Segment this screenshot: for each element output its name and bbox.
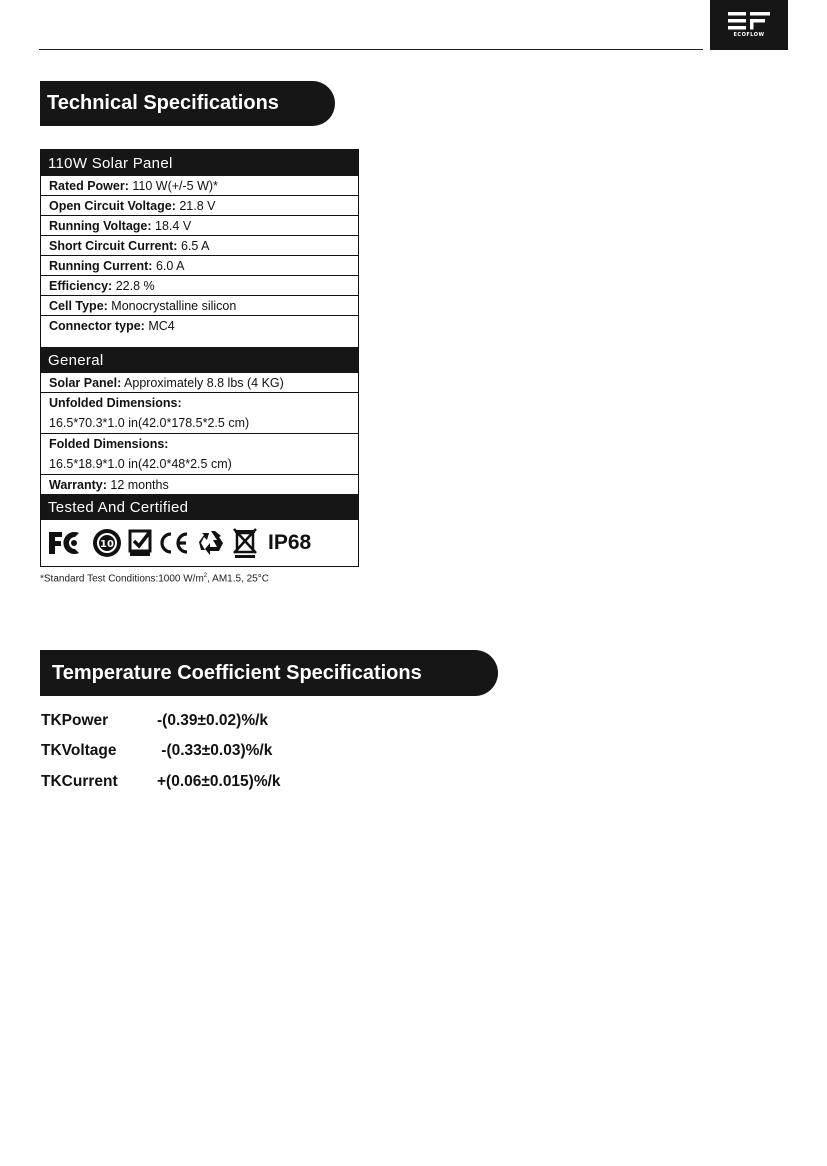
rohs-icon — [92, 528, 122, 558]
certification-heading: Tested And Certified — [41, 494, 358, 520]
spec-key: Rated Power: — [49, 179, 129, 193]
spec-row-running-current — [41, 256, 358, 276]
ip68-rating: IP68 — [268, 531, 312, 554]
rcm-icon — [128, 529, 152, 557]
spec-row-solar-panel-weight — [41, 373, 358, 393]
tk-power-row — [41, 712, 268, 730]
spec-row-running-voltage — [41, 216, 358, 236]
svg-text:10: 10 — [100, 539, 114, 550]
weee-bin-icon — [232, 527, 258, 559]
spec-value: MC4 — [144, 319, 175, 333]
ecoflow-logo — [710, 0, 788, 50]
spec-table — [40, 149, 359, 567]
spec-key: Running Current: — [49, 259, 153, 273]
spec-value: 16.5*70.3*1.0 in(42.0*178.5*2.5 cm) — [49, 415, 250, 430]
spec-key: Unfolded Dimensions: — [49, 396, 182, 410]
spec-key: Short Circuit Current: — [49, 239, 178, 253]
spec-row-folded-dimensions — [41, 434, 358, 475]
spec-row-efficiency — [41, 276, 358, 296]
spec-value: 22.8 % — [112, 279, 155, 293]
spec-row-cell-type — [41, 296, 358, 316]
spec-key: Running Voltage: — [49, 219, 152, 233]
spec-value: 6.5 A — [177, 239, 210, 253]
standard-test-conditions-footnote — [40, 573, 269, 584]
spec-row-connector-type — [41, 316, 358, 347]
tk-value: +(0.06±0.015)%/k — [157, 773, 281, 790]
recycle-icon — [196, 528, 226, 558]
spec-value: 21.8 V — [175, 199, 216, 213]
tk-value: -(0.39±0.02)%/k — [157, 712, 269, 729]
spec-row-rated-power — [41, 176, 358, 196]
spec-row-open-circuit-voltage — [41, 196, 358, 216]
spec-value: 16.5*18.9*1.0 in(42.0*48*2.5 cm) — [49, 456, 232, 471]
fcc-icon — [48, 530, 86, 556]
spec-key: Folded Dimensions: — [49, 437, 169, 451]
spec-value: 18.4 V — [151, 219, 192, 233]
spec-row-short-circuit-current — [41, 236, 358, 256]
spec-value: Approximately 8.8 lbs (4 KG) — [121, 376, 284, 390]
spec-value: 12 months — [106, 478, 169, 492]
footnote-suffix: , AM1.5, 25°C — [207, 573, 269, 585]
ef-logo-icon — [728, 12, 770, 30]
certification-icons — [41, 520, 358, 566]
general-heading: General — [41, 347, 358, 373]
spec-value: Monocrystalline silicon — [107, 299, 237, 313]
tk-value: -(0.33±0.03)%/k — [157, 742, 273, 759]
spec-row-unfolded-dimensions — [41, 393, 358, 434]
header-rule — [39, 49, 703, 50]
tk-current-row — [41, 773, 281, 791]
temperature-coefficient-title: Temperature Coefficient Specifications — [40, 650, 498, 696]
footnote-superscript: 2 — [203, 573, 208, 579]
spec-row-warranty — [41, 475, 358, 494]
tk-voltage-row — [41, 742, 272, 760]
logo-text: ECOFLOW — [733, 32, 765, 38]
solar-panel-heading: 110W Solar Panel — [41, 150, 358, 176]
tk-key: TKPower — [41, 712, 109, 729]
spec-key: Efficiency: — [49, 279, 113, 293]
tk-key: TKVoltage — [41, 742, 117, 759]
tk-key: TKCurrent — [41, 773, 118, 790]
ce-icon — [158, 530, 190, 556]
spec-key: Open Circuit Voltage: — [49, 199, 176, 213]
spec-key: Warranty: — [49, 478, 107, 492]
spec-key: Cell Type: — [49, 299, 108, 313]
technical-specifications-title: Technical Specifications — [40, 81, 335, 126]
footnote-prefix: *Standard Test Conditions:1000 W/m — [40, 573, 204, 585]
spec-value: 110 W(+/-5 W)* — [128, 179, 218, 193]
spec-key: Connector type: — [49, 319, 145, 333]
spec-value: 6.0 A — [152, 259, 185, 273]
spec-key: Solar Panel: — [49, 376, 122, 390]
